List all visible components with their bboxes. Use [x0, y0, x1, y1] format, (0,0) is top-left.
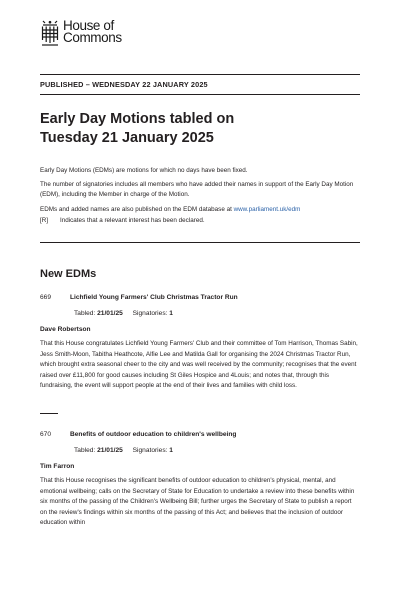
intro-paragraph-1: Early Day Motions (EDMs) are motions for which no days have been fixed. — [40, 167, 248, 174]
logo-line-1: House of — [63, 18, 114, 33]
motion-text: That this House recognises the significant benefits of outdoor education to children's physical, mental, and emotional wellbeing; calls on the Secretary of State for Education to undertake a review into these benefits within six months of the passing of the Children's Wellbeing Bill; further urges the Secretary of State to publish a report on the review's findings within six months of the passing of this Act; and believes that the inclusion of outdoor education within — [40, 477, 355, 526]
interest-tag: [R] — [40, 217, 49, 224]
motion-number: 670 — [40, 431, 52, 438]
portcullis-icon — [40, 20, 60, 46]
tabled-label: Tabled: — [74, 310, 96, 317]
page-title-line-1: Early Day Motions tabled on — [40, 111, 235, 127]
motion-title: Benefits of outdoor education to children's wellbeing — [70, 431, 237, 438]
page-title — [40, 110, 234, 148]
signatories-value: 1 — [169, 447, 173, 454]
motion-title: Lichfield Young Farmers' Club Christmas Tractor Run — [70, 294, 238, 301]
motion-sponsor: Tim Farron — [40, 463, 75, 470]
motion-sponsor: Dave Robertson — [40, 326, 91, 333]
interest-note — [40, 217, 205, 224]
signatories-value: 1 — [169, 310, 173, 317]
tabled-value: 21/01/25 — [97, 447, 123, 454]
house-of-commons-logo — [40, 20, 122, 46]
intro-database-text: EDMs and added names are also published on the EDM database at — [40, 206, 234, 213]
motion-number: 669 — [40, 294, 52, 301]
intro-paragraph-3 — [40, 205, 365, 215]
logo-wordmark — [63, 20, 122, 44]
signatories-label: Signatories: — [132, 447, 168, 454]
published-date: PUBLISHED – WEDNESDAY 22 JANUARY 2025 — [40, 80, 208, 89]
tabled-value: 21/01/25 — [97, 310, 123, 317]
motion-text: That this House congratulates Lichfield Young Farmers' Club and their committee of Tom Harrison, Thomas Sabin, Jess Smith-Moon, Tabitha Heathcote, Alfie Lee and Matilda Gall for organising the 2024 Christmas Tractor Run, which brought extra seasonal cheer to the city and was well received by the community; recognises that the event raised over £11,800 for good causes including St Giles Hospice and 4Louis; and notes that, through this fundraising, the event will support people at the end of their lives and families with child loss. — [40, 340, 358, 389]
header-top-rule — [40, 74, 360, 75]
section-title-new-edms: New EDMs — [40, 268, 97, 280]
intro-bottom-rule — [40, 242, 360, 243]
page-title-line-2: Tuesday 21 January 2025 — [40, 130, 214, 146]
edm-database-link[interactable]: www.parliament.uk/edm — [233, 206, 301, 213]
intro-paragraph-2: The number of signatories includes all members who have added their names in support of the Early Day Motion (EDM), including the Member in charge of the Motion. — [40, 181, 354, 198]
motion-meta — [70, 447, 173, 454]
signatories-label: Signatories: — [132, 310, 168, 317]
header-bottom-rule — [40, 94, 360, 95]
motion-separator — [40, 413, 58, 414]
motion-meta — [70, 310, 173, 317]
interest-text: Indicates that a relevant interest has been declared. — [60, 217, 205, 224]
logo-line-2: Commons — [63, 30, 122, 45]
tabled-label: Tabled: — [74, 447, 96, 454]
